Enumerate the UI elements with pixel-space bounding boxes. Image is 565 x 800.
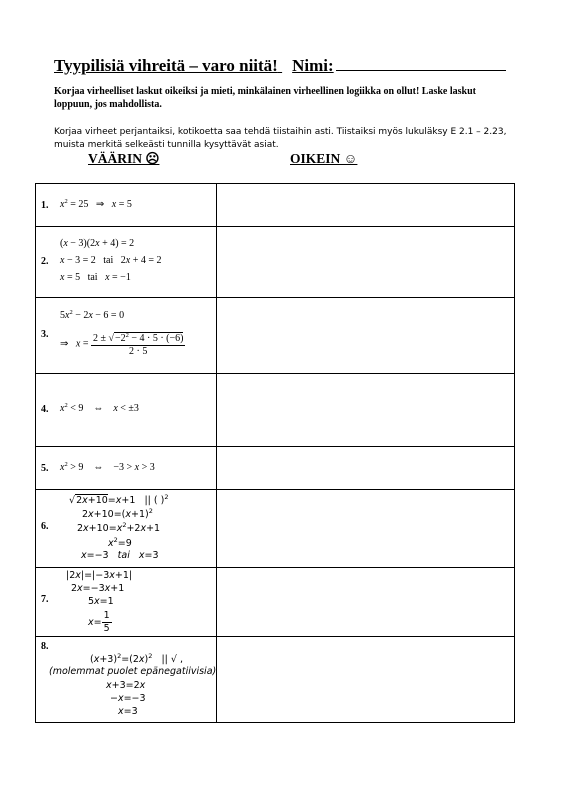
wrong-cell [36, 298, 217, 374]
equation: $(x+3)^2=(2x)^2$ || √ , [90, 652, 183, 665]
equation: $2x+10=x^2+2x+1$ [77, 521, 161, 534]
column-header-right: OIKEIN ☺ [290, 151, 358, 166]
wrong-cell [36, 227, 217, 298]
row-number: 7. [41, 594, 49, 605]
instructions: Korjaa virheelliset laskut oikeiksi ja mieti, minkälainen virheellinen logiikka on ollut! Laske laskut loppuun, jos mahdollista. [54, 86, 476, 110]
equation: x − 3 = 2 tai 2x + 4 = 2 [60, 255, 162, 266]
equation: x=−3 tai x=3 [81, 550, 159, 561]
table-row [36, 374, 515, 447]
answer-cell[interactable] [217, 298, 515, 374]
name-label: Nimi: [292, 56, 334, 75]
homework-note: Korjaa virheet perjantaiksi, kotikoetta saa tehdä tiistaihin asti. Tiistaiksi myös lukuläksy E 2.1 – 2.23, muista merkitä selkeästi tunnilla kysyttävät asiat. [54, 127, 507, 150]
equation: $x^2 < 9$ ⇔ x < ±3 [60, 402, 139, 414]
equation: $2x+10=(x+1)^2$ [82, 507, 153, 520]
equation: x+3=2x [106, 680, 146, 691]
equation: (x − 3)(2x + 4) = 2 [60, 238, 135, 249]
wrong-cell [36, 490, 217, 568]
row-number: 1. [41, 200, 49, 211]
row-number: 5. [41, 463, 49, 474]
equation: −x=−3 [110, 693, 146, 704]
wrong-cell [36, 184, 217, 227]
equation: x=3 [118, 706, 138, 717]
answer-cell[interactable] [217, 227, 515, 298]
row-number: 8. [41, 641, 49, 652]
table-row [36, 490, 515, 568]
answer-cell[interactable] [217, 374, 515, 447]
equation: 5x=1 [88, 596, 114, 607]
answer-cell[interactable] [217, 490, 515, 568]
page-title [54, 56, 334, 76]
answer-cell[interactable] [217, 637, 515, 723]
table-row [36, 184, 515, 227]
equation: 2x=−3x+1 [71, 583, 125, 594]
wrong-cell [36, 568, 217, 637]
equation: $x^2 > 9$ ⇔ −3 > x > 3 [60, 461, 155, 473]
answer-cell[interactable] [217, 568, 515, 637]
row-number: 6. [41, 521, 49, 532]
answer-cell[interactable] [217, 184, 515, 227]
answer-cell[interactable] [217, 447, 515, 490]
table-row [36, 637, 515, 723]
equation: $5x^2 - 2x - 6 = 0$ [60, 309, 125, 321]
equation: |2x|=|−3x+1| [66, 570, 133, 581]
table-row [36, 447, 515, 490]
row-number: 2. [41, 256, 49, 267]
equation-note: (molemmat puolet epänegatiivisia) [49, 666, 217, 677]
wrong-cell [36, 374, 217, 447]
equation: $x^2 = 25$ ⇒ x = 5 [60, 198, 132, 210]
equation: $x^2=9$ [108, 536, 132, 549]
equation: ⇒ x = $\frac{2 \pm √-2^2 - 4 \cdot 5 \cdot (-6)}{2 \cdot 5}$ [60, 332, 184, 357]
wrong-cell [36, 447, 217, 490]
table-row [36, 298, 515, 374]
column-header-wrong: VÄÄRIN ☹ [88, 151, 160, 166]
table-row [36, 227, 515, 298]
equation: √2x+10=x+1 || ( )$^2$ [69, 493, 169, 506]
name-blank-line[interactable] [336, 56, 506, 71]
row-number: 3. [41, 329, 49, 340]
row-number: 4. [41, 404, 49, 415]
equation: x= $\frac{1}{5}$ [88, 610, 110, 634]
equation: x = 5 tai x = −1 [60, 272, 131, 283]
table-row [36, 568, 515, 637]
exercise-table [35, 183, 515, 723]
wrong-cell [36, 637, 217, 723]
title-text: Tyypilisiä vihreitä – varo niitä! [54, 56, 278, 75]
